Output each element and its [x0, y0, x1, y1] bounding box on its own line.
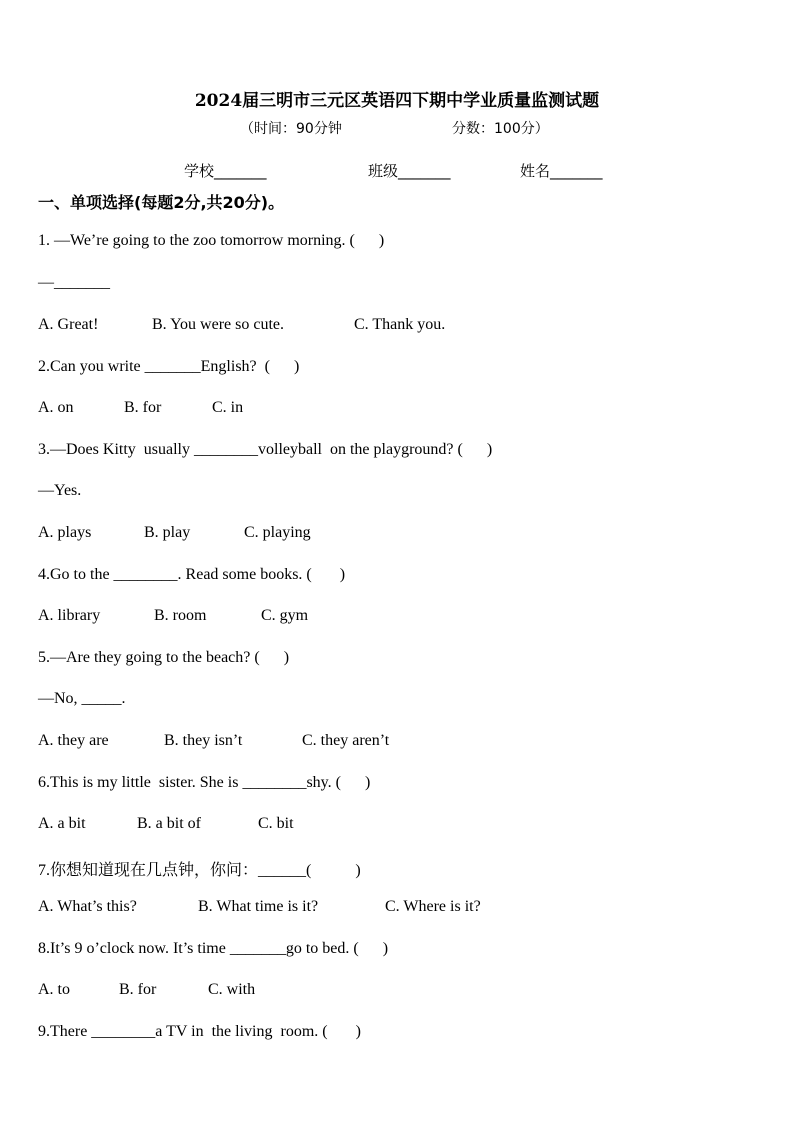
question-3-response: —Yes. [38, 482, 82, 499]
question-2-option-a: A. on [38, 399, 74, 416]
question-4-option-b: B. room [154, 607, 207, 624]
exam-time: （时间：90分钟 [240, 121, 342, 137]
question-5-option-b: B. they isn’t [164, 732, 243, 749]
page-title: 2024届三明市三元区英语四下期中学业质量监测试题 [194, 91, 600, 111]
question-2-option-c: C. in [212, 399, 244, 416]
question-8-option-c: C. with [208, 981, 256, 998]
section-heading: 一、单项选择(每题2分,共20分)。 [38, 193, 285, 212]
question-6-stem: 6.This is my little sister. She is ________shy. ( ) [38, 774, 371, 791]
question-8-option-b: B. for [119, 981, 157, 998]
question-6-option-c: C. bit [258, 815, 294, 832]
question-2-stem: 2.Can you write _______English? ( ) [38, 358, 300, 375]
class-field: 班级_______ [368, 162, 451, 180]
question-3-option-b: B. play [144, 524, 191, 541]
question-5-stem: 5.—Are they going to the beach? ( ) [38, 649, 290, 666]
question-4-stem: 4.Go to the ________. Read some books. ( ) [38, 566, 346, 583]
question-1-response: —_______ [38, 274, 110, 291]
question-5-response: —No, _____. [38, 690, 126, 707]
question-6-option-b: B. a bit of [137, 815, 201, 832]
question-1-option-b: B. You were so cute. [152, 316, 284, 333]
name-field: 姓名_______ [520, 162, 603, 180]
question-1-option-a: A. Great! [38, 316, 99, 333]
question-1-option-c: C. Thank you. [354, 316, 446, 333]
question-5-option-a: A. they are [38, 732, 109, 749]
question-7-option-a: A. What’s this? [38, 898, 137, 915]
question-4-option-c: C. gym [261, 607, 309, 624]
question-1-stem: 1. —We’re going to the zoo tomorrow morning. ( ) [38, 232, 385, 249]
question-3-stem: 3.—Does Kitty usually ________volleyball on the playground? ( ) [38, 441, 493, 458]
question-6-option-a: A. a bit [38, 815, 86, 832]
question-2-option-b: B. for [124, 399, 162, 416]
question-7-stem: 7.你想知道现在几点钟，你问：______( ) [38, 862, 361, 879]
question-9-stem: 9.There ________a TV in the living room. ( ) [38, 1023, 361, 1040]
question-4-option-a: A. library [38, 607, 101, 624]
question-7-option-b: B. What time is it? [198, 898, 319, 915]
exam-score: 分数：100分） [452, 121, 549, 137]
question-8-stem: 8.It’s 9 o’clock now. It’s time _______go to bed. ( ) [38, 940, 389, 957]
question-8-option-a: A. to [38, 981, 70, 998]
question-5-option-c: C. they aren’t [302, 732, 390, 749]
question-7-option-c: C. Where is it? [385, 898, 481, 915]
question-3-option-a: A. plays [38, 524, 92, 541]
question-3-option-c: C. playing [244, 524, 311, 541]
school-field: 学校_______ [184, 162, 267, 180]
